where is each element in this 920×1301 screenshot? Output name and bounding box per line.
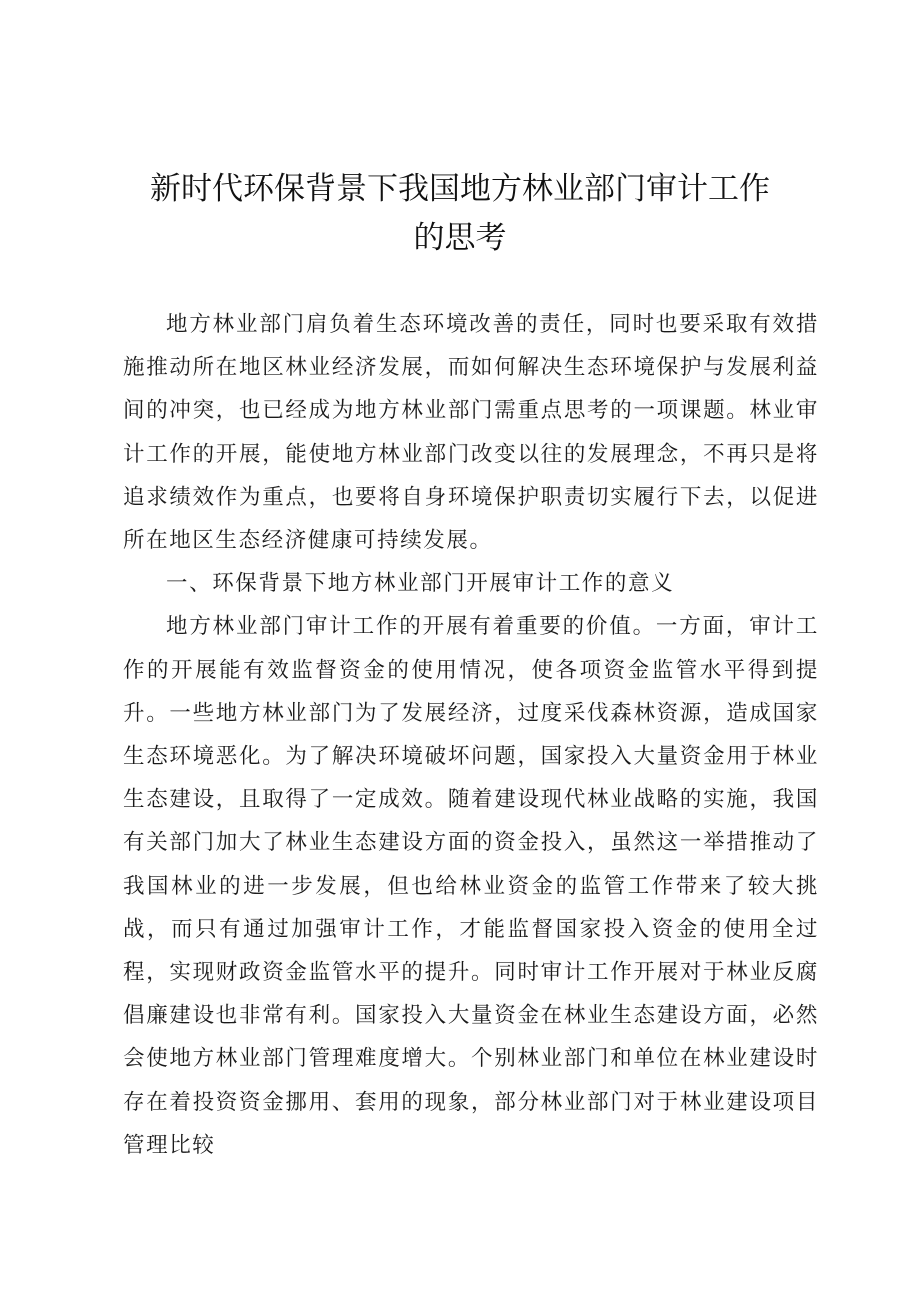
body-paragraph: 地方林业部门审计工作的开展有着重要的价值。一方面，审计工作的开展能有效监督资金的使用情况，使各项资金监管水平得到提升。一些地方林业部门为了发展经济，过度采伐森林资源，造成国家生态环境恶化。为了解决环境破坏问题，国家投入大量资金用于林业生态建设，且取得了一定成效。随着建设现代林业战略的实施，我国有关部门加大了林业生态建设方面的资金投入，虽然这一举措推动了我国林业的进一步发展，但也给林业资金的监管工作带来了较大挑战，而只有通过加强审计工作，才能监督国家投入资金的使用全过程，实现财政资金监管水平的提升。同时审计工作开展对于林业反腐倡廉建设也非常有利。国家投入大量资金在林业生态建设方面，必然会使地方林业部门管理难度增大。个别林业部门和单位在林业建设时存在着投资资金挪用、套用的现象，部分林业部门对于林业建设项目管理比较 xyxy=(123,614,819,1158)
document-body xyxy=(123,303,819,1167)
document-title-line-2: 的思考 xyxy=(413,220,507,256)
intro-paragraph: 地方林业部门肩负着生态环境改善的责任，同时也要采取有效措施推动所在地区林业经济发展，而如何解决生态环境保护与发展利益间的冲突，也已经成为地方林业部门需重点思考的一项课题。林业审计工作的开展，能使地方林业部门改变以往的发展理念，不再只是将追求绩效作为重点，也要将自身环境保护职责切实履行下去，以促进所在地区生态经济健康可持续发展。 xyxy=(123,312,819,554)
document-title-line-1: 新时代环保背景下我国地方林业部门审计工作 xyxy=(150,171,770,207)
section-heading: 一、环保背景下地方林业部门开展审计工作的意义 xyxy=(166,571,675,597)
